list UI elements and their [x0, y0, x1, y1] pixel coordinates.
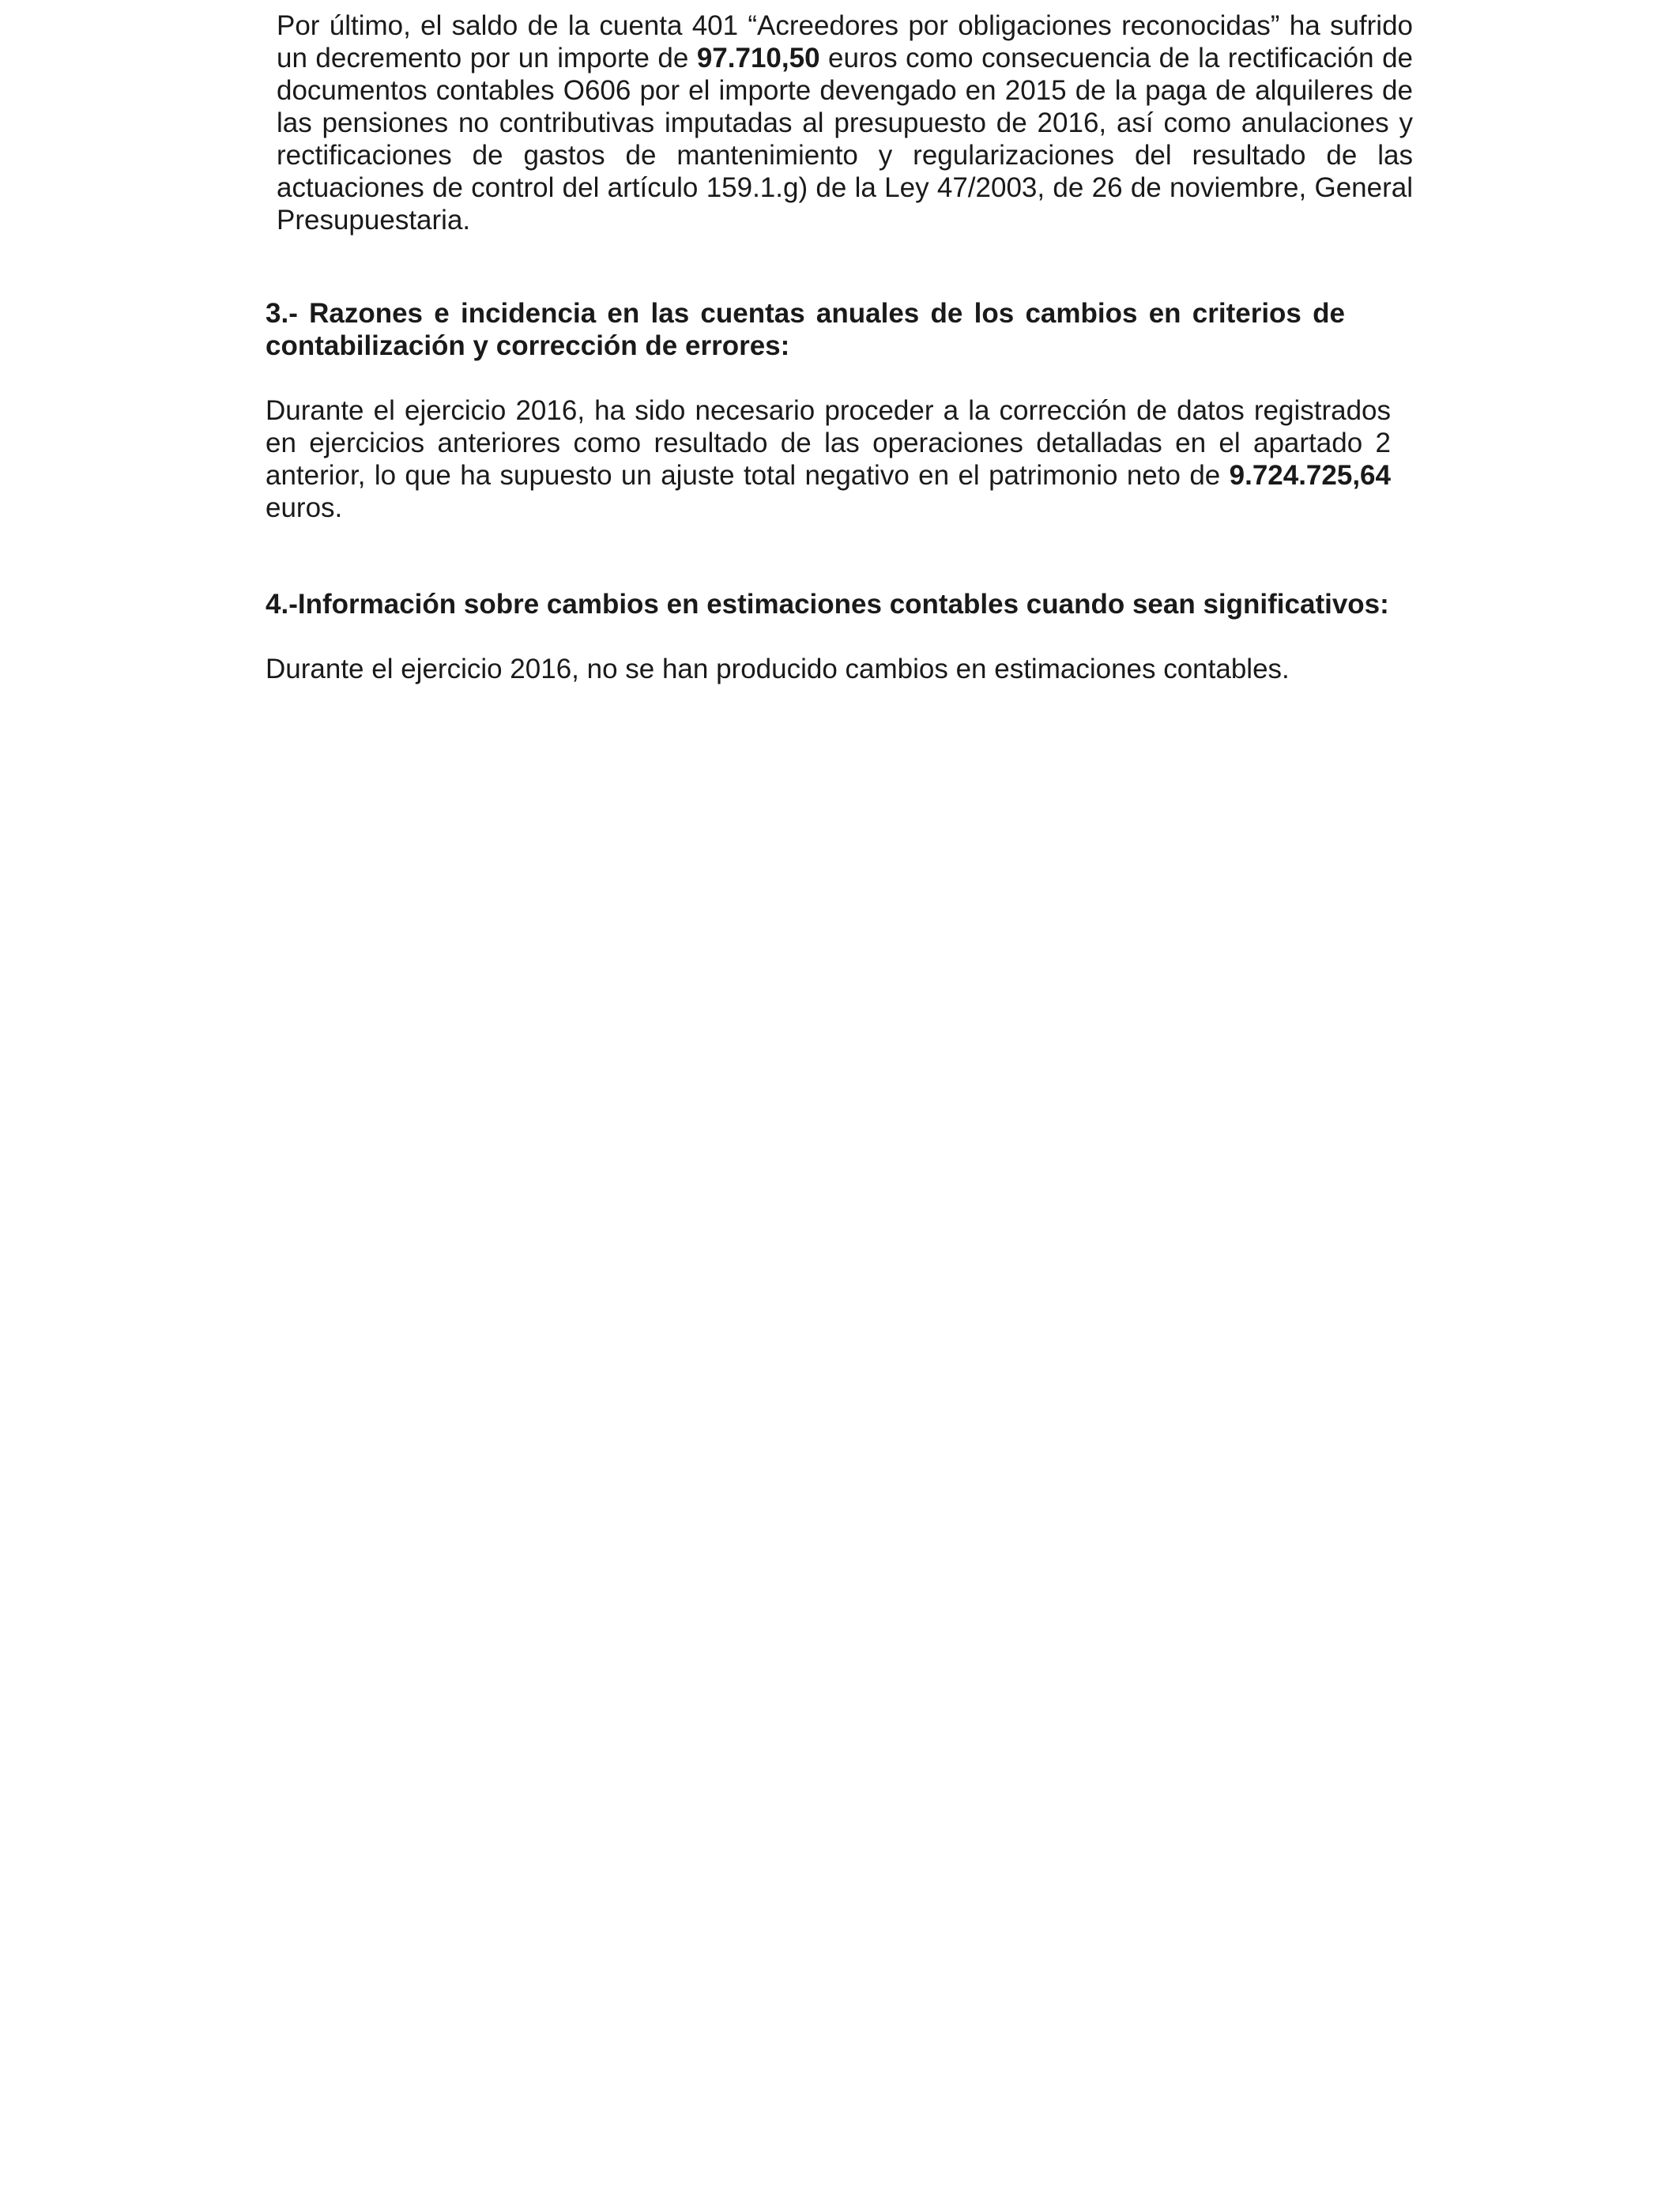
paragraph-saldo-amount: 97.710,50 [696, 43, 820, 74]
section-3-body-text-end: euros. [266, 492, 343, 523]
section-3-body [266, 394, 1391, 524]
section-3-heading: 3.- Razones e incidencia en las cuentas anuales de los cambios en criterios de contabilización y corrección de errores: [266, 298, 1345, 361]
section-3-amount: 9.724.725,64 [1229, 460, 1391, 491]
paragraph-saldo-text-start: Por último, el saldo de la cuenta 401 “Acreedores por obligaciones reconocidas” ha sufrido un decremento por un importe de [277, 10, 1413, 74]
paragraph-saldo-text-end: euros como consecuencia de la rectificación de documentos contables O606 por el importe devengado en 2015 de la paga de alquileres de las pensiones no contributivas imputadas al presupuesto de 2016, así como anulaciones y rectificaciones de gastos de mantenimiento y regularizaciones del resultado de las actuaciones de control del artículo 159.1.g) de la Ley 47/2003, de 26 de noviembre, General Presupuestaria. [277, 43, 1413, 236]
section-4-body: Durante el ejercicio 2016, no se han producido cambios en estimaciones contables. [266, 654, 1290, 684]
section-3-body-text-start: Durante el ejercicio 2016, ha sido necesario proceder a la corrección de datos registrados en ejercicios anteriores como resultado de las operaciones detalladas en el apartado 2 anterior, lo que ha supuesto un ajuste total negativo en el patrimonio neto de [266, 395, 1391, 491]
section-4-heading: 4.-Información sobre cambios en estimaciones contables cuando sean significativos: [266, 589, 1389, 620]
paragraph-saldo-cuenta-401 [277, 9, 1413, 236]
